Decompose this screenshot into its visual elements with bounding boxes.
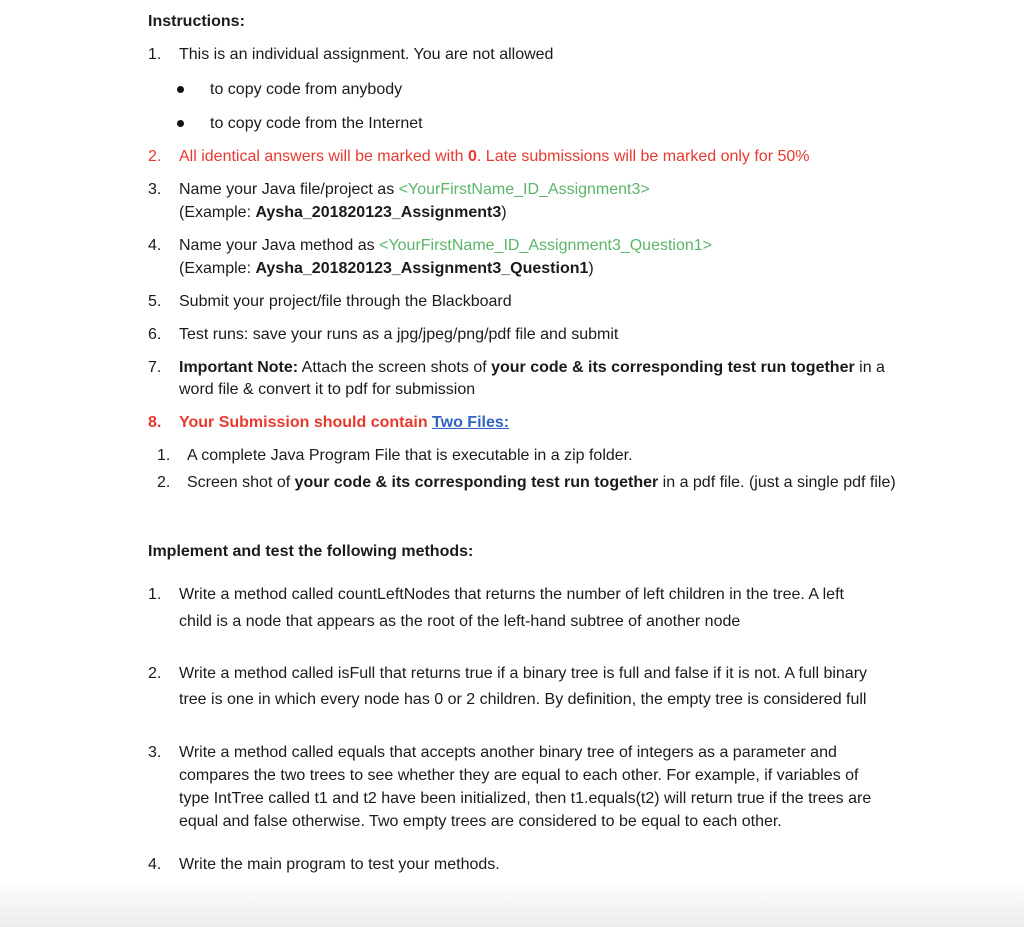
bullet-icon bbox=[177, 120, 184, 127]
method-text: Write a method called equals that accepts another binary tree of integers as a parameter and bbox=[179, 744, 837, 761]
item-number: 1. bbox=[148, 46, 162, 63]
item-text: Test runs: save your runs as a jpg/jpeg/png/pdf file and submit bbox=[179, 326, 619, 343]
item-number: 8. bbox=[148, 414, 162, 431]
method-text: tree is one in which every node has 0 or 2 children. By definition, the empty tree is considered full bbox=[179, 691, 867, 708]
method-text: Write a method called countLeftNodes that returns the number of left children in the tree. A left bbox=[179, 586, 844, 603]
item-number: 7. bbox=[148, 359, 162, 376]
method-text: Write a method called isFull that returns true if a binary tree is full and false if it is not. A full binary bbox=[179, 665, 868, 682]
item-example: (Example: Aysha_201820123_Assignment3) bbox=[179, 204, 507, 221]
page-bottom-shadow bbox=[0, 880, 1024, 927]
method-number: 1. bbox=[148, 586, 162, 603]
implement-heading: Implement and test the following methods: bbox=[148, 543, 474, 560]
method-number: 4. bbox=[148, 856, 162, 873]
method-text: child is a node that appears as the root of the left-hand subtree of another node bbox=[179, 613, 741, 630]
method-text: type IntTree called t1 and t2 have been initialized, then t1.equals(t2) will return true if the trees are bbox=[179, 790, 872, 807]
item-text-line2: word file & convert it to pdf for submission bbox=[179, 381, 476, 398]
bullet-icon bbox=[177, 86, 184, 93]
item-number: 5. bbox=[148, 293, 162, 310]
item-number: 3. bbox=[148, 181, 162, 198]
item-text: Important Note: Attach the screen shots of your code & its corresponding test run together in a bbox=[179, 359, 885, 376]
file-text: A complete Java Program File that is executable in a zip folder. bbox=[187, 447, 633, 464]
bullet-text: to copy code from the Internet bbox=[210, 115, 423, 132]
item-text: Submit your project/file through the Blackboard bbox=[179, 293, 512, 310]
method-text: compares the two trees to see whether they are equal to each other. For example, if variables of bbox=[179, 767, 859, 784]
two-files-link[interactable]: Two Files: bbox=[432, 414, 510, 431]
file-number: 2. bbox=[157, 474, 171, 491]
bullet-text: to copy code from anybody bbox=[210, 81, 403, 98]
item-text: All identical answers will be marked with 0. Late submissions will be marked only for 50% bbox=[179, 148, 810, 165]
item-number: 6. bbox=[148, 326, 162, 343]
method-text: equal and false otherwise. Two empty trees are considered to be equal to each other. bbox=[179, 813, 782, 830]
method-text: Write the main program to test your methods. bbox=[179, 856, 500, 873]
file-number: 1. bbox=[157, 447, 171, 464]
item-text: This is an individual assignment. You are not allowed bbox=[179, 46, 554, 63]
item-text: Name your Java method as <YourFirstName_ID_Assignment3_Question1> bbox=[179, 237, 713, 254]
item-text: Your Submission should contain Two Files: bbox=[179, 414, 510, 431]
item-example: (Example: Aysha_201820123_Assignment3_Question1) bbox=[179, 260, 594, 277]
instructions-heading: Instructions: bbox=[148, 13, 245, 30]
file-text: Screen shot of your code & its corresponding test run together in a pdf file. (just a single pdf file) bbox=[187, 474, 896, 491]
method-number: 2. bbox=[148, 665, 162, 682]
method-number: 3. bbox=[148, 744, 162, 761]
item-text: Name your Java file/project as <YourFirstName_ID_Assignment3> bbox=[179, 181, 650, 198]
item-number: 2. bbox=[148, 148, 162, 165]
item-number: 4. bbox=[148, 237, 162, 254]
